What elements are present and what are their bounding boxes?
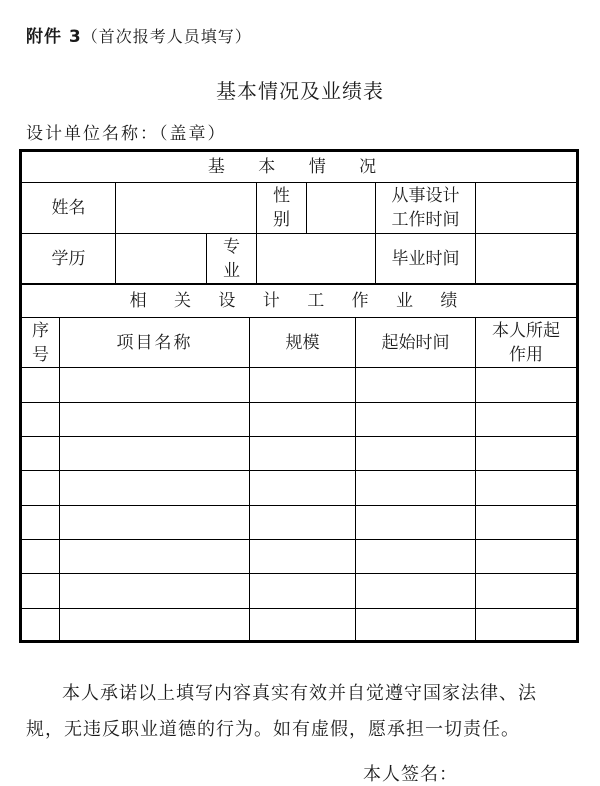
- cell-index[interactable]: [22, 437, 59, 470]
- cell-start-time[interactable]: [356, 403, 475, 436]
- table-border-right: [576, 149, 579, 643]
- attachment-heading: [26, 22, 252, 47]
- page-title: 基本情况及业绩表: [216, 79, 384, 103]
- cell-index[interactable]: [22, 540, 59, 573]
- cell-index[interactable]: [22, 403, 59, 436]
- column-header-index: 序号: [32, 320, 49, 365]
- performance-section-title: 相 关 设 计 工 作 业 绩: [129, 291, 469, 311]
- cell-project-name[interactable]: [60, 471, 249, 505]
- cell-project-name[interactable]: [60, 540, 249, 573]
- cell-start-time[interactable]: [356, 368, 475, 402]
- education-field[interactable]: [116, 234, 206, 283]
- column-header-scale: 规模: [285, 332, 320, 353]
- cell-start-time[interactable]: [356, 609, 475, 640]
- unit-name-label: 设计单位名称：（盖章）: [26, 124, 227, 144]
- cell-scale[interactable]: [250, 403, 355, 436]
- cell-start-time[interactable]: [356, 574, 475, 608]
- name-label: 姓名: [51, 198, 86, 218]
- column-header-project-name: 项目名称: [116, 332, 193, 353]
- cell-index[interactable]: [22, 574, 59, 608]
- cell-role[interactable]: [476, 437, 576, 470]
- graduation-time-label: 毕业时间: [391, 248, 460, 269]
- basic-info-section-title: 基 本 情 况: [207, 157, 391, 177]
- cell-project-name[interactable]: [60, 574, 249, 608]
- cell-role[interactable]: [476, 368, 576, 402]
- cell-role[interactable]: [476, 506, 576, 539]
- gender-label: 性别: [273, 186, 290, 230]
- cell-start-time[interactable]: [356, 540, 475, 573]
- cell-project-name[interactable]: [60, 506, 249, 539]
- cell-role[interactable]: [476, 574, 576, 608]
- cell-scale[interactable]: [250, 506, 355, 539]
- cell-role[interactable]: [476, 609, 576, 640]
- cell-project-name[interactable]: [60, 368, 249, 402]
- cell-role[interactable]: [476, 540, 576, 573]
- cell-scale[interactable]: [250, 471, 355, 505]
- cell-project-name[interactable]: [60, 609, 249, 640]
- cell-role[interactable]: [476, 403, 576, 436]
- column-header-start-time: 起始时间: [381, 332, 450, 353]
- cell-index[interactable]: [22, 471, 59, 505]
- graduation-time-field[interactable]: [476, 234, 576, 283]
- table-border-bottom: [19, 640, 579, 643]
- education-label: 学历: [51, 248, 86, 269]
- design-work-time-label: 从事设计工作时间: [391, 186, 460, 230]
- cell-index[interactable]: [22, 506, 59, 539]
- design-work-time-field[interactable]: [476, 183, 576, 233]
- column-header-role: 本人所起作用: [492, 320, 560, 365]
- cell-scale[interactable]: [250, 540, 355, 573]
- name-field[interactable]: [116, 183, 256, 233]
- cell-scale[interactable]: [250, 437, 355, 470]
- attachment-note: （首次报考人员填写）: [81, 27, 252, 46]
- major-field[interactable]: [257, 234, 375, 283]
- cell-index[interactable]: [22, 368, 59, 402]
- cell-project-name[interactable]: [60, 403, 249, 436]
- cell-scale[interactable]: [250, 368, 355, 402]
- signature-label: 本人签名：: [363, 764, 458, 785]
- cell-start-time[interactable]: [356, 437, 475, 470]
- cell-start-time[interactable]: [356, 506, 475, 539]
- pledge-statement: 本人承诺以上填写内容真实有效并自觉遵守国家法律、法规，无违反职业道德的行为。如有虚假，愿承担一切责任。: [26, 683, 537, 740]
- cell-scale[interactable]: [250, 609, 355, 640]
- gender-field[interactable]: [307, 183, 375, 233]
- cell-index[interactable]: [22, 609, 59, 640]
- cell-scale[interactable]: [250, 574, 355, 608]
- cell-role[interactable]: [476, 471, 576, 505]
- attachment-label: 附件 3: [26, 27, 82, 47]
- major-label: 专业: [223, 236, 240, 281]
- cell-start-time[interactable]: [356, 471, 475, 505]
- cell-project-name[interactable]: [60, 437, 249, 470]
